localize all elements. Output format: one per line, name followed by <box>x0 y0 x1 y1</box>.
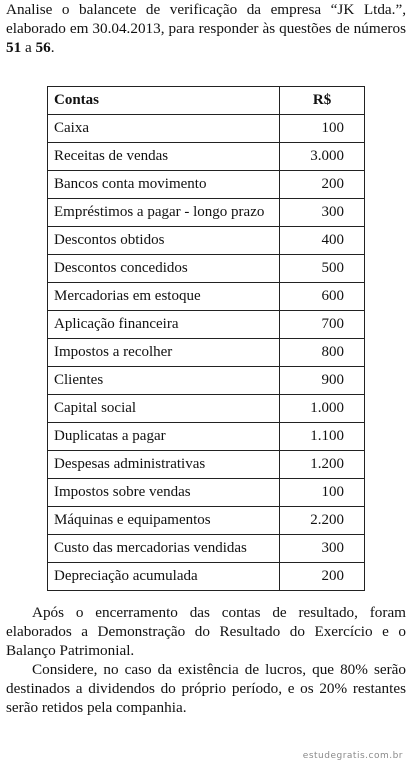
paragraph-closing-accounts: Após o encerramento das contas de resultado, foram elaborados a Demonstração do Resultado do Exercício e o Balanço Patrimonial. <box>6 604 406 659</box>
account-value-cell: 1.000 <box>280 395 365 423</box>
question-start-number: 51 <box>6 39 22 56</box>
table-row <box>48 227 365 255</box>
account-value-cell: 300 <box>280 535 365 563</box>
account-value-cell: 2.200 <box>280 507 365 535</box>
account-value-cell: 100 <box>280 479 365 507</box>
intro-conjunction: a <box>21 39 36 56</box>
account-value-cell: 1.200 <box>280 451 365 479</box>
account-name-cell: Aplicação financeira <box>48 311 280 339</box>
account-value-cell: 200 <box>280 171 365 199</box>
paragraph-profit-distribution: Considere, no caso da existência de lucros, que 80% serão destinados a dividendos do próprio período, e os 20% restantes serão retidos pela companhia. <box>6 661 406 716</box>
table-body <box>48 115 365 591</box>
trial-balance-table <box>47 86 365 591</box>
account-name-cell: Impostos sobre vendas <box>48 479 280 507</box>
account-value-cell: 1.100 <box>280 423 365 451</box>
header-value: R$ <box>280 87 365 115</box>
account-value-cell: 400 <box>280 227 365 255</box>
account-value-cell: 800 <box>280 339 365 367</box>
account-value-cell: 3.000 <box>280 143 365 171</box>
account-name-cell: Descontos obtidos <box>48 227 280 255</box>
account-name-cell: Clientes <box>48 367 280 395</box>
table-row <box>48 507 365 535</box>
account-value-cell: 600 <box>280 283 365 311</box>
table-row <box>48 143 365 171</box>
account-name-cell: Capital social <box>48 395 280 423</box>
account-name-cell: Descontos concedidos <box>48 255 280 283</box>
account-value-cell: 700 <box>280 311 365 339</box>
site-watermark: estudegratis.com.br <box>302 751 403 761</box>
account-name-cell: Custo das mercadorias vendidas <box>48 535 280 563</box>
table-row <box>48 339 365 367</box>
table-row <box>48 423 365 451</box>
account-value-cell: 300 <box>280 199 365 227</box>
table-row <box>48 563 365 591</box>
account-name-cell: Despesas administrativas <box>48 451 280 479</box>
table-row <box>48 255 365 283</box>
account-value-cell: 200 <box>280 563 365 591</box>
table-row <box>48 199 365 227</box>
table-header-row <box>48 87 365 115</box>
table-row <box>48 367 365 395</box>
intro-text-body: Analise o balancete de verificação da empresa “JK Ltda.”, elaborado em 30.04.2013, para responder às questões de números <box>6 1 406 37</box>
table-row <box>48 395 365 423</box>
account-value-cell: 500 <box>280 255 365 283</box>
table-row <box>48 283 365 311</box>
table-row <box>48 451 365 479</box>
account-name-cell: Receitas de vendas <box>48 143 280 171</box>
account-name-cell: Máquinas e equipamentos <box>48 507 280 535</box>
account-name-cell: Depreciação acumulada <box>48 563 280 591</box>
account-name-cell: Mercadorias em estoque <box>48 283 280 311</box>
question-end-number: 56 <box>35 39 51 56</box>
account-name-cell: Empréstimos a pagar - longo prazo <box>48 199 280 227</box>
header-accounts: Contas <box>48 87 280 115</box>
table-row <box>48 479 365 507</box>
account-name-cell: Caixa <box>48 115 280 143</box>
table-row <box>48 171 365 199</box>
intro-period: . <box>50 39 55 56</box>
account-value-cell: 100 <box>280 115 365 143</box>
table-row <box>48 535 365 563</box>
table-row <box>48 115 365 143</box>
table-row <box>48 311 365 339</box>
account-value-cell: 900 <box>280 367 365 395</box>
intro-text <box>6 0 406 57</box>
account-name-cell: Impostos a recolher <box>48 339 280 367</box>
account-name-cell: Bancos conta movimento <box>48 171 280 199</box>
account-name-cell: Duplicatas a pagar <box>48 423 280 451</box>
